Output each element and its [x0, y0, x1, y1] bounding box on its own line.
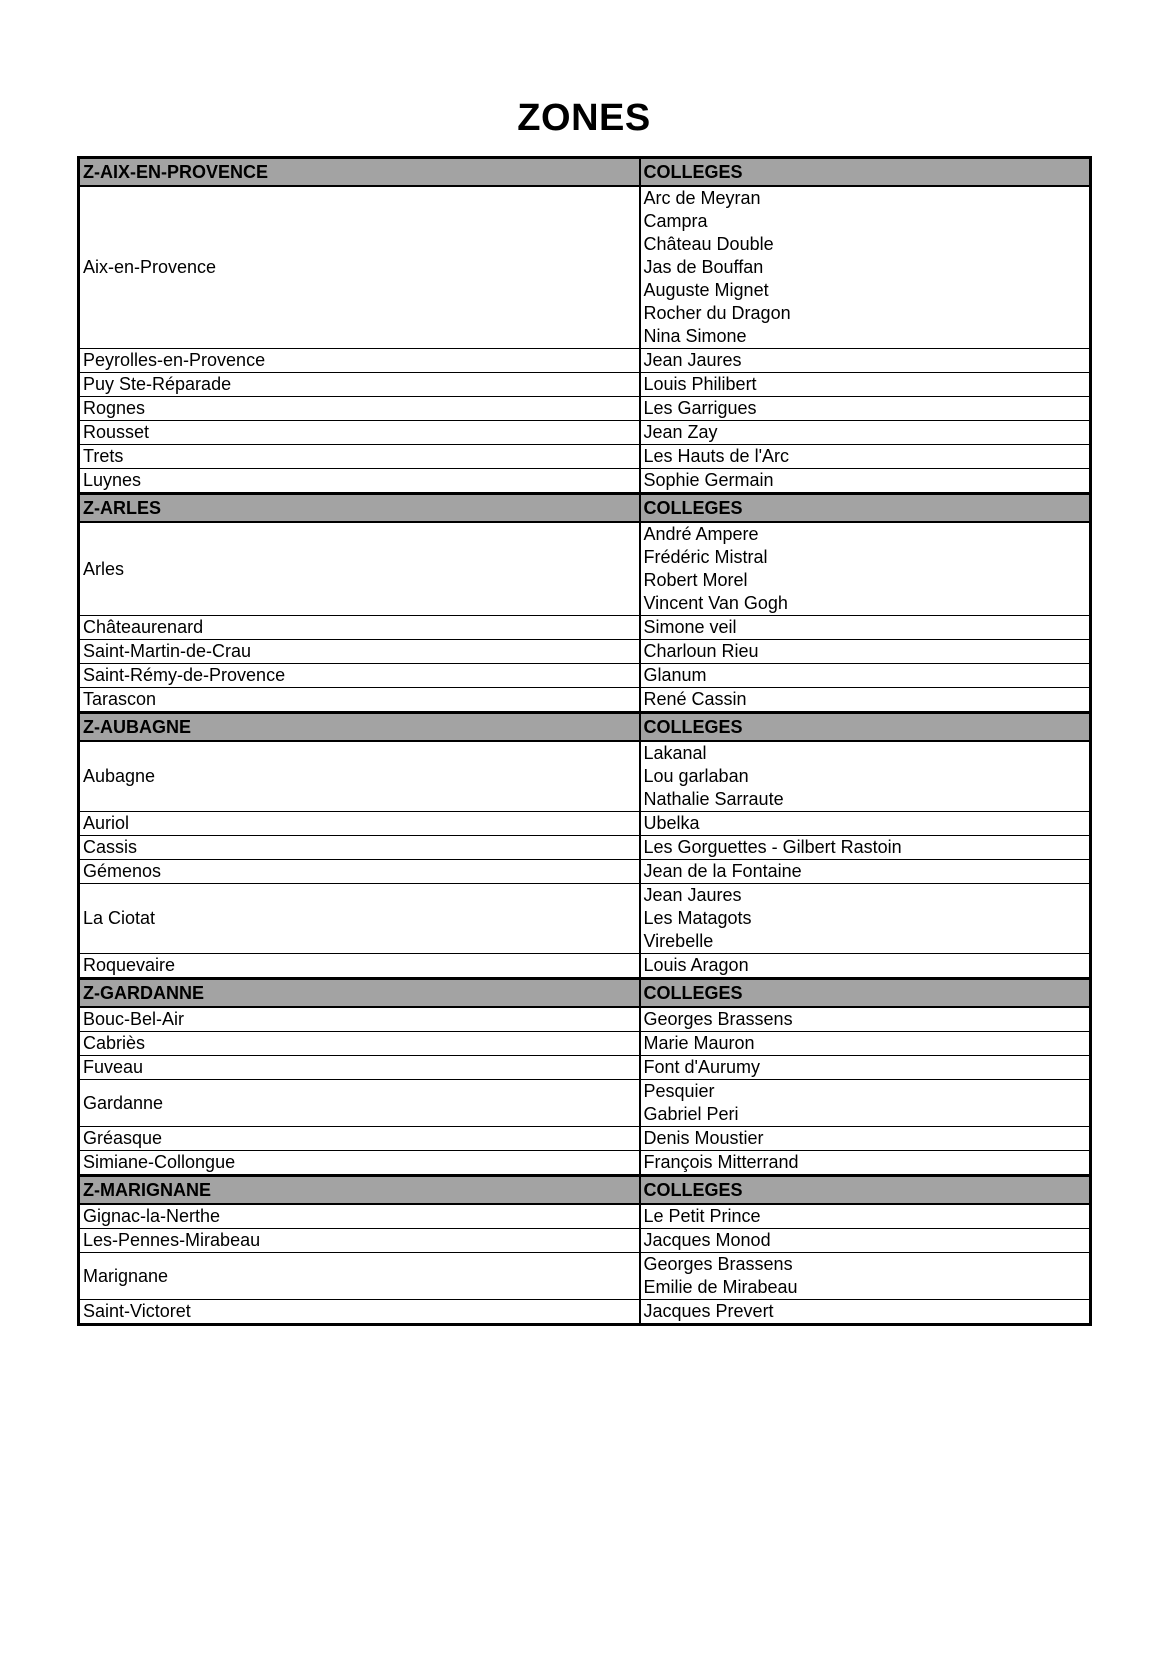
commune-cell: Trets: [79, 445, 640, 469]
commune-cell: Cabriès: [79, 1032, 640, 1056]
commune-cell: Rousset: [79, 421, 640, 445]
commune-cell: Peyrolles-en-Provence: [79, 349, 640, 373]
zone-header-row: [79, 713, 1091, 742]
commune-cell: La Ciotat: [79, 884, 640, 954]
college-name: Pesquier: [643, 1081, 715, 1101]
table-row: [79, 664, 1091, 688]
table-row: [79, 421, 1091, 445]
colleges-cell: [640, 186, 1091, 349]
zone-header-row: [79, 979, 1091, 1008]
table-row: [79, 884, 1091, 954]
commune-cell: Luynes: [79, 469, 640, 494]
table-row: [79, 640, 1091, 664]
college-name: Lakanal: [643, 743, 707, 763]
zone-name: Z-MARIGNANE: [79, 1176, 640, 1205]
zone-name: Z-AIX-EN-PROVENCE: [79, 158, 640, 187]
table-row: [79, 1300, 1091, 1325]
table-row: [79, 1204, 1091, 1229]
college-name: Georges Brassens: [643, 1009, 793, 1029]
commune-cell: Châteaurenard: [79, 616, 640, 640]
college-name: Charloun Rieu: [643, 641, 759, 661]
table-row: [79, 522, 1091, 616]
college-name: François Mitterrand: [643, 1152, 799, 1172]
college-name: Emilie de Mirabeau: [643, 1277, 798, 1297]
college-name: Nina Simone: [643, 326, 747, 346]
commune-cell: Aix-en-Provence: [79, 186, 640, 349]
colleges-cell: [640, 836, 1091, 860]
table-row: [79, 1056, 1091, 1080]
colleges-cell: [640, 397, 1091, 421]
colleges-cell: [640, 1127, 1091, 1151]
colleges-cell: [640, 349, 1091, 373]
commune-cell: Saint-Victoret: [79, 1300, 640, 1325]
college-name: Les Matagots: [643, 908, 752, 928]
college-name: Robert Morel: [643, 570, 748, 590]
page-title: ZONES: [517, 97, 651, 139]
college-name: Virebelle: [643, 931, 714, 951]
commune-cell: Les-Pennes-Mirabeau: [79, 1229, 640, 1253]
commune-cell: Saint-Rémy-de-Provence: [79, 664, 640, 688]
colleges-cell: [640, 741, 1091, 812]
college-name: Les Gorguettes - Gilbert Rastoin: [643, 837, 902, 857]
zone-name: Z-GARDANNE: [79, 979, 640, 1008]
table-row: [79, 1151, 1091, 1176]
commune-cell: Gémenos: [79, 860, 640, 884]
commune-cell: Rognes: [79, 397, 640, 421]
colleges-cell: [640, 1007, 1091, 1032]
commune-cell: Gignac-la-Nerthe: [79, 1204, 640, 1229]
table-row: [79, 397, 1091, 421]
table-row: [79, 349, 1091, 373]
table-row: [79, 812, 1091, 836]
commune-cell: Gardanne: [79, 1080, 640, 1127]
college-name: Les Garrigues: [643, 398, 757, 418]
table-row: [79, 1253, 1091, 1300]
colleges-cell: [640, 616, 1091, 640]
colleges-column-header: COLLEGES: [640, 1176, 1091, 1205]
college-name: Arc de Meyran: [643, 188, 761, 208]
college-name: Jacques Prevert: [643, 1301, 774, 1321]
colleges-cell: [640, 522, 1091, 616]
colleges-cell: [640, 1080, 1091, 1127]
zone-header-row: [79, 158, 1091, 187]
table-row: [79, 1229, 1091, 1253]
table-row: [79, 860, 1091, 884]
college-name: Jas de Bouffan: [643, 257, 764, 277]
colleges-cell: [640, 884, 1091, 954]
zone-name: Z-AUBAGNE: [79, 713, 640, 742]
colleges-cell: [640, 1151, 1091, 1176]
college-name: Jean de la Fontaine: [643, 861, 802, 881]
commune-cell: Marignane: [79, 1253, 640, 1300]
college-name: Vincent Van Gogh: [643, 593, 788, 613]
colleges-column-header: COLLEGES: [640, 713, 1091, 742]
table-row: [79, 1080, 1091, 1127]
college-name: Nathalie Sarraute: [643, 789, 784, 809]
colleges-column-header: COLLEGES: [640, 158, 1091, 187]
college-name: Jean Jaures: [643, 350, 742, 370]
colleges-cell: [640, 688, 1091, 713]
college-name: Louis Philibert: [643, 374, 757, 394]
commune-cell: Gréasque: [79, 1127, 640, 1151]
table-row: [79, 1032, 1091, 1056]
colleges-cell: [640, 860, 1091, 884]
colleges-cell: [640, 1204, 1091, 1229]
commune-cell: Cassis: [79, 836, 640, 860]
colleges-column-header: COLLEGES: [640, 979, 1091, 1008]
colleges-cell: [640, 812, 1091, 836]
commune-cell: Simiane-Collongue: [79, 1151, 640, 1176]
zone-header-row: [79, 494, 1091, 523]
colleges-cell: [640, 1229, 1091, 1253]
colleges-cell: [640, 469, 1091, 494]
commune-cell: Bouc-Bel-Air: [79, 1007, 640, 1032]
colleges-cell: [640, 1253, 1091, 1300]
table-row: [79, 1007, 1091, 1032]
commune-cell: Aubagne: [79, 741, 640, 812]
zones-table-body: [79, 158, 1091, 1325]
commune-cell: Puy Ste-Réparade: [79, 373, 640, 397]
table-row: [79, 445, 1091, 469]
commune-cell: Saint-Martin-de-Crau: [79, 640, 640, 664]
commune-cell: Auriol: [79, 812, 640, 836]
colleges-column-header: COLLEGES: [640, 494, 1091, 523]
college-name: Glanum: [643, 665, 707, 685]
colleges-cell: [640, 1032, 1091, 1056]
zones-table: [77, 156, 1092, 1326]
commune-cell: Fuveau: [79, 1056, 640, 1080]
colleges-cell: [640, 373, 1091, 397]
college-name: Marie Mauron: [643, 1033, 755, 1053]
college-name: Louis Aragon: [643, 955, 749, 975]
table-row: [79, 954, 1091, 979]
table-row: [79, 469, 1091, 494]
colleges-cell: [640, 421, 1091, 445]
college-name: Ubelka: [643, 813, 700, 833]
zone-name: Z-ARLES: [79, 494, 640, 523]
colleges-cell: [640, 1300, 1091, 1325]
college-name: Gabriel Peri: [643, 1104, 739, 1124]
college-name: Jacques Monod: [643, 1230, 771, 1250]
college-name: Le Petit Prince: [643, 1206, 761, 1226]
colleges-cell: [640, 1056, 1091, 1080]
college-name: Château Double: [643, 234, 774, 254]
colleges-cell: [640, 954, 1091, 979]
college-name: Jean Zay: [643, 422, 718, 442]
commune-cell: Roquevaire: [79, 954, 640, 979]
college-name: Campra: [643, 211, 708, 231]
table-row: [79, 741, 1091, 812]
table-row: [79, 688, 1091, 713]
college-name: Sophie Germain: [643, 470, 774, 490]
college-name: André Ampere: [643, 524, 759, 544]
college-name: Jean Jaures: [643, 885, 742, 905]
table-row: [79, 186, 1091, 349]
college-name: Georges Brassens: [643, 1254, 793, 1274]
college-name: Rocher du Dragon: [643, 303, 791, 323]
college-name: Lou garlaban: [643, 766, 749, 786]
commune-cell: Arles: [79, 522, 640, 616]
commune-cell: Tarascon: [79, 688, 640, 713]
college-name: Auguste Mignet: [643, 280, 769, 300]
table-row: [79, 373, 1091, 397]
college-name: Font d'Aurumy: [643, 1057, 760, 1077]
college-name: René Cassin: [643, 689, 747, 709]
table-row: [79, 616, 1091, 640]
table-row: [79, 1127, 1091, 1151]
zone-header-row: [79, 1176, 1091, 1205]
college-name: Frédéric Mistral: [643, 547, 768, 567]
college-name: Simone veil: [643, 617, 737, 637]
colleges-cell: [640, 664, 1091, 688]
college-name: Les Hauts de l'Arc: [643, 446, 790, 466]
colleges-cell: [640, 445, 1091, 469]
college-name: Denis Moustier: [643, 1128, 764, 1148]
table-row: [79, 836, 1091, 860]
colleges-cell: [640, 640, 1091, 664]
